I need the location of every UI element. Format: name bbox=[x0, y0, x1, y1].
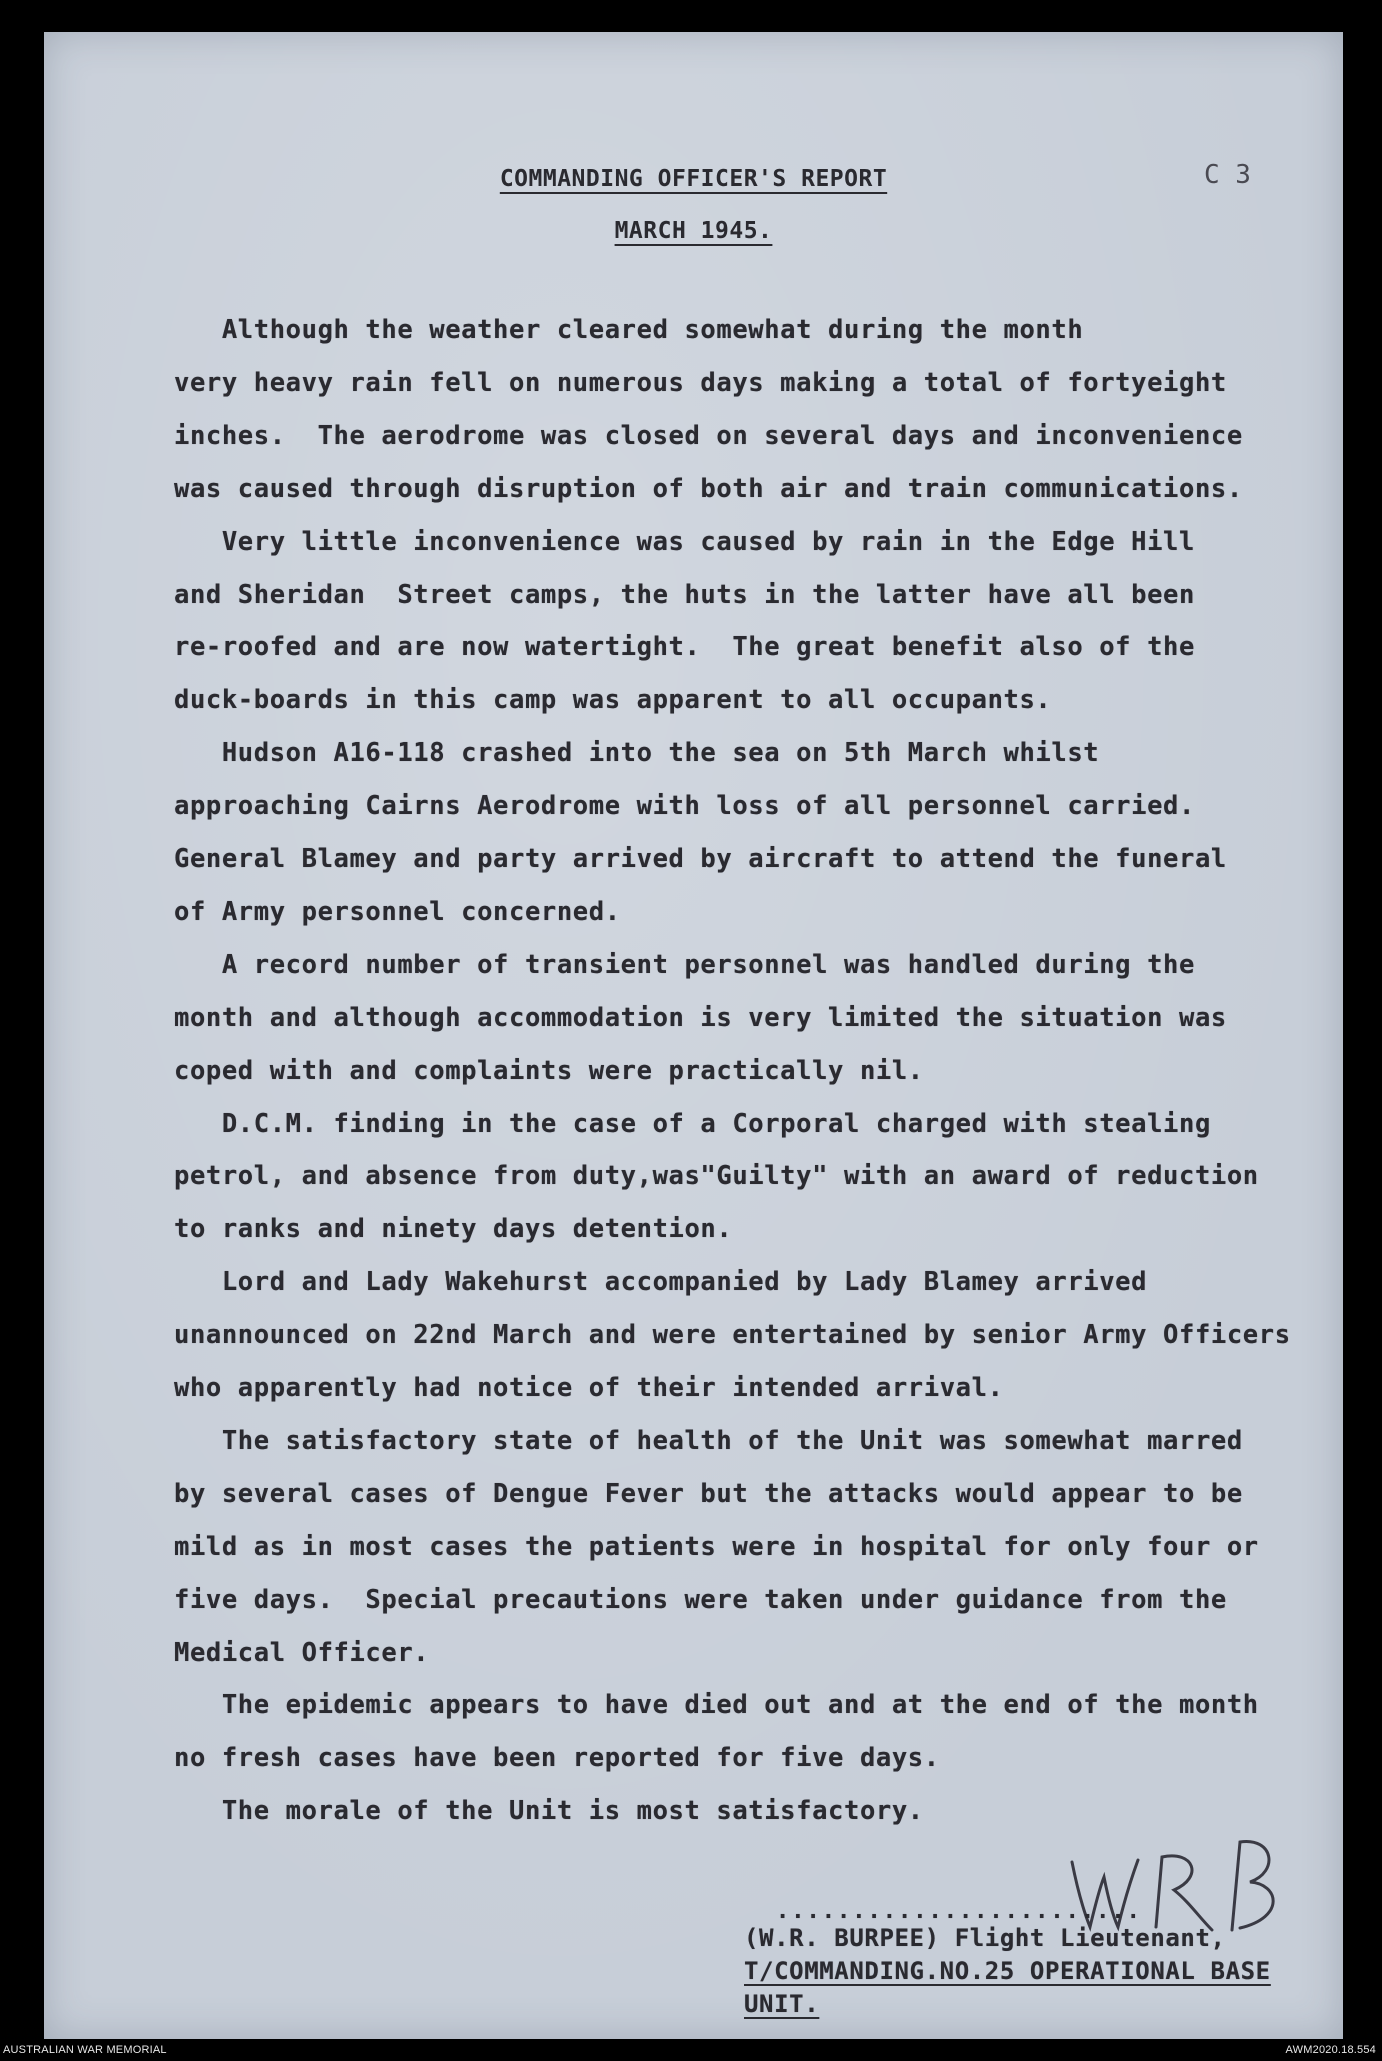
footer-archive-name: AUSTRALIAN WAR MEMORIAL bbox=[3, 2044, 167, 2056]
report-line: petrol, and absence from duty,was"Guilty" with an award of reduction bbox=[174, 1161, 1259, 1192]
report-line: of Army personnel concerned. bbox=[174, 896, 621, 927]
report-line: re-roofed and are now watertight. The great benefit also of the bbox=[174, 632, 1195, 663]
report-line: Hudson A16-118 crashed into the sea on 5th March whilst bbox=[174, 738, 1100, 769]
report-line: to ranks and ninety days detention. bbox=[174, 1214, 733, 1245]
report-line: coped with and complaints were practically nil. bbox=[174, 1055, 924, 1086]
report-line: month and although accommodation is very limited the situation was bbox=[174, 1002, 1227, 1033]
signatory-title: T/COMMANDING.NO.25 OPERATIONAL BASE bbox=[744, 1957, 1271, 1985]
signature-dotted-rule: ........................ bbox=[776, 1899, 1142, 1924]
report-line: no fresh cases have been reported for five days. bbox=[174, 1743, 940, 1774]
report-line: Although the weather cleared somewhat during the month bbox=[174, 315, 1084, 345]
report-line: very heavy rain fell on numerous days making a total of fortyeight bbox=[174, 367, 1227, 398]
report-line: The epidemic appears to have died out and at the end of the month bbox=[174, 1690, 1259, 1721]
report-line: Lord and Lady Wakehurst accompanied by Lady Blamey arrived bbox=[174, 1267, 1148, 1298]
report-line: Medical Officer. bbox=[174, 1637, 430, 1668]
report-line: The morale of the Unit is most satisfactory. bbox=[174, 1796, 924, 1827]
signatory-unit: UNIT. bbox=[744, 1990, 820, 2018]
report-line: General Blamey and party arrived by aircraft to attend the funeral bbox=[174, 844, 1227, 874]
report-line: five days. Special precautions were taken under guidance from the bbox=[174, 1584, 1227, 1615]
report-line: by several cases of Dengue Fever but the attacks would appear to be bbox=[174, 1478, 1243, 1509]
report-line: Very little inconvenience was caused by rain in the Edge Hill bbox=[174, 526, 1195, 557]
document-title: COMMANDING OFFICER'S REPORT bbox=[499, 166, 888, 192]
footer-accession-number: AWM2020.18.554 bbox=[1285, 2044, 1376, 2056]
report-line: The satisfactory state of health of the Unit was somewhat marred bbox=[174, 1425, 1243, 1456]
report-line: mild as in most cases the patients were in hospital for only four or bbox=[174, 1531, 1259, 1562]
report-line: duck-boards in this camp was apparent to all occupants. bbox=[174, 685, 1052, 716]
document-page bbox=[44, 32, 1343, 2039]
report-line: was caused through disruption of both air and train communications. bbox=[174, 473, 1243, 504]
report-line: inches. The aerodrome was closed on several days and inconvenience bbox=[174, 420, 1243, 451]
signatory-name: (W.R. BURPEE) Flight Lieutenant, bbox=[744, 1924, 1226, 1952]
report-line: unannounced on 22nd March and were entertained by senior Army Officers bbox=[174, 1320, 1291, 1351]
report-line: D.C.M. finding in the case of a Corporal charged with stealing bbox=[174, 1108, 1211, 1139]
document-subtitle: MARCH 1945. bbox=[614, 218, 773, 244]
report-line: A record number of transient personnel was handled during the bbox=[174, 949, 1195, 980]
report-line: who apparently had notice of their intended arrival. bbox=[174, 1373, 1004, 1403]
report-line: and Sheridan Street camps, the huts in the latter have all been bbox=[174, 579, 1195, 610]
report-line: approaching Cairns Aerodrome with loss of all personnel carried. bbox=[174, 791, 1195, 822]
corner-archive-mark: C 3 bbox=[1204, 160, 1251, 190]
